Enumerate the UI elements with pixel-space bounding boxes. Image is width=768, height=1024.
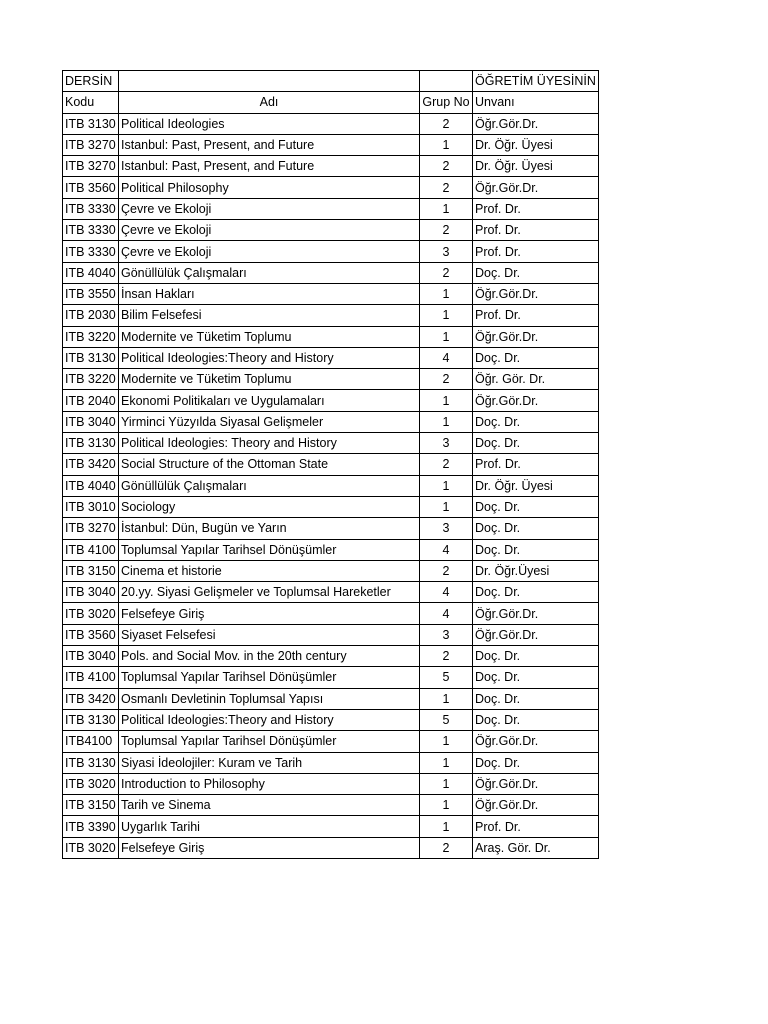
course-name-cell: İnsan Hakları bbox=[119, 283, 420, 304]
instructor-title-cell: Dr. Öğr. Üyesi bbox=[473, 475, 599, 496]
group-number-cell: 2 bbox=[420, 177, 473, 198]
course-code-cell: ITB 3220 bbox=[63, 369, 119, 390]
table-row bbox=[63, 220, 599, 241]
course-code-cell: ITB 3020 bbox=[63, 773, 119, 794]
header-row-2 bbox=[63, 92, 599, 113]
group-number-cell: 1 bbox=[420, 475, 473, 496]
header-row-1 bbox=[63, 71, 599, 92]
course-code-cell: ITB 3420 bbox=[63, 454, 119, 475]
course-code-cell: ITB 3010 bbox=[63, 496, 119, 517]
course-name-cell: İstanbul: Dün, Bugün ve Yarın bbox=[119, 518, 420, 539]
course-code-cell: ITB 3130 bbox=[63, 347, 119, 368]
group-number-cell: 5 bbox=[420, 667, 473, 688]
course-code-cell: ITB 3150 bbox=[63, 560, 119, 581]
instructor-title-cell: Prof. Dr. bbox=[473, 816, 599, 837]
course-name-cell: Siyaset Felsefesi bbox=[119, 624, 420, 645]
group-number-cell: 1 bbox=[420, 816, 473, 837]
table-row bbox=[63, 262, 599, 283]
instructor-title-cell: Öğr.Gör.Dr. bbox=[473, 390, 599, 411]
instructor-title-cell: Doç. Dr. bbox=[473, 709, 599, 730]
group-number-cell: 3 bbox=[420, 518, 473, 539]
group-number-cell: 1 bbox=[420, 411, 473, 432]
group-number-cell: 1 bbox=[420, 198, 473, 219]
course-name-cell: Political Ideologies: Theory and History bbox=[119, 433, 420, 454]
course-name-cell: Gönüllülük Çalışmaları bbox=[119, 262, 420, 283]
instructor-title-cell: Öğr. Gör. Dr. bbox=[473, 369, 599, 390]
course-name-cell: Toplumsal Yapılar Tarihsel Dönüşümler bbox=[119, 539, 420, 560]
instructor-title-cell: Doç. Dr. bbox=[473, 496, 599, 517]
table-row bbox=[63, 241, 599, 262]
table-row bbox=[63, 773, 599, 794]
table-row bbox=[63, 198, 599, 219]
table-row bbox=[63, 326, 599, 347]
course-code-cell: ITB 3330 bbox=[63, 220, 119, 241]
group-number-cell: 1 bbox=[420, 773, 473, 794]
course-name-cell: Çevre ve Ekoloji bbox=[119, 198, 420, 219]
group-number-cell: 1 bbox=[420, 688, 473, 709]
group-number-cell: 3 bbox=[420, 241, 473, 262]
table-row bbox=[63, 837, 599, 858]
table-row bbox=[63, 624, 599, 645]
course-name-cell: Bilim Felsefesi bbox=[119, 305, 420, 326]
table-row bbox=[63, 816, 599, 837]
instructor-title-cell: Öğr.Gör.Dr. bbox=[473, 603, 599, 624]
table-row bbox=[63, 667, 599, 688]
course-code-cell: ITB 3130 bbox=[63, 709, 119, 730]
table-row bbox=[63, 156, 599, 177]
course-name-cell: Cinema et historie bbox=[119, 560, 420, 581]
table-row bbox=[63, 305, 599, 326]
header-title: Unvanı bbox=[473, 92, 599, 113]
header-title-top: ÖĞRETİM ÜYESİNİN bbox=[473, 71, 599, 92]
group-number-cell: 2 bbox=[420, 262, 473, 283]
course-name-cell: Ekonomi Politikaları ve Uygulamaları bbox=[119, 390, 420, 411]
course-name-cell: Osmanlı Devletinin Toplumsal Yapısı bbox=[119, 688, 420, 709]
table-row bbox=[63, 454, 599, 475]
course-name-cell: Sociology bbox=[119, 496, 420, 517]
course-code-cell: ITB4100 bbox=[63, 731, 119, 752]
table-row bbox=[63, 688, 599, 709]
table-row bbox=[63, 731, 599, 752]
course-code-cell: ITB 3390 bbox=[63, 816, 119, 837]
course-table bbox=[62, 70, 599, 859]
group-number-cell: 2 bbox=[420, 646, 473, 667]
course-code-cell: ITB 4040 bbox=[63, 475, 119, 496]
table-row bbox=[63, 795, 599, 816]
course-name-cell: Istanbul: Past, Present, and Future bbox=[119, 134, 420, 155]
group-number-cell: 2 bbox=[420, 454, 473, 475]
course-name-cell: Siyasi İdeolojiler: Kuram ve Tarih bbox=[119, 752, 420, 773]
instructor-title-cell: Doç. Dr. bbox=[473, 411, 599, 432]
instructor-title-cell: Doç. Dr. bbox=[473, 433, 599, 454]
course-code-cell: ITB 3040 bbox=[63, 582, 119, 603]
instructor-title-cell: Prof. Dr. bbox=[473, 454, 599, 475]
header-code: Kodu bbox=[63, 92, 119, 113]
instructor-title-cell: Doç. Dr. bbox=[473, 688, 599, 709]
header-code-top: DERSİN bbox=[63, 71, 119, 92]
instructor-title-cell: Öğr.Gör.Dr. bbox=[473, 177, 599, 198]
course-name-cell: Political Ideologies:Theory and History bbox=[119, 347, 420, 368]
instructor-title-cell: Prof. Dr. bbox=[473, 305, 599, 326]
group-number-cell: 2 bbox=[420, 156, 473, 177]
course-code-cell: ITB 2030 bbox=[63, 305, 119, 326]
table-row bbox=[63, 369, 599, 390]
group-number-cell: 4 bbox=[420, 539, 473, 560]
course-name-cell: Pols. and Social Mov. in the 20th century bbox=[119, 646, 420, 667]
table-row bbox=[63, 411, 599, 432]
header-group-top bbox=[420, 71, 473, 92]
group-number-cell: 1 bbox=[420, 390, 473, 411]
course-name-cell: Gönüllülük Çalışmaları bbox=[119, 475, 420, 496]
instructor-title-cell: Öğr.Gör.Dr. bbox=[473, 283, 599, 304]
table-row bbox=[63, 603, 599, 624]
group-number-cell: 2 bbox=[420, 113, 473, 134]
table-row bbox=[63, 709, 599, 730]
group-number-cell: 4 bbox=[420, 347, 473, 368]
instructor-title-cell: Prof. Dr. bbox=[473, 198, 599, 219]
group-number-cell: 5 bbox=[420, 709, 473, 730]
group-number-cell: 2 bbox=[420, 560, 473, 581]
course-code-cell: ITB 3270 bbox=[63, 134, 119, 155]
course-name-cell: Political Ideologies:Theory and History bbox=[119, 709, 420, 730]
course-code-cell: ITB 3330 bbox=[63, 241, 119, 262]
course-name-cell: Social Structure of the Ottoman State bbox=[119, 454, 420, 475]
instructor-title-cell: Doç. Dr. bbox=[473, 582, 599, 603]
instructor-title-cell: Öğr.Gör.Dr. bbox=[473, 113, 599, 134]
table-row bbox=[63, 177, 599, 198]
table-row bbox=[63, 582, 599, 603]
table-row bbox=[63, 539, 599, 560]
group-number-cell: 2 bbox=[420, 369, 473, 390]
course-code-cell: ITB 3040 bbox=[63, 411, 119, 432]
instructor-title-cell: Doç. Dr. bbox=[473, 539, 599, 560]
course-name-cell: 20.yy. Siyasi Gelişmeler ve Toplumsal Hareketler bbox=[119, 582, 420, 603]
instructor-title-cell: Öğr.Gör.Dr. bbox=[473, 731, 599, 752]
table-row bbox=[63, 475, 599, 496]
instructor-title-cell: Prof. Dr. bbox=[473, 220, 599, 241]
course-name-cell: Tarih ve Sinema bbox=[119, 795, 420, 816]
course-code-cell: ITB 3020 bbox=[63, 837, 119, 858]
course-code-cell: ITB 3270 bbox=[63, 156, 119, 177]
course-code-cell: ITB 3040 bbox=[63, 646, 119, 667]
course-code-cell: ITB 3270 bbox=[63, 518, 119, 539]
course-code-cell: ITB 3560 bbox=[63, 624, 119, 645]
course-code-cell: ITB 4040 bbox=[63, 262, 119, 283]
group-number-cell: 2 bbox=[420, 837, 473, 858]
course-code-cell: ITB 3560 bbox=[63, 177, 119, 198]
course-name-cell: Modernite ve Tüketim Toplumu bbox=[119, 369, 420, 390]
course-name-cell: Political Philosophy bbox=[119, 177, 420, 198]
table-row bbox=[63, 752, 599, 773]
group-number-cell: 3 bbox=[420, 433, 473, 454]
course-code-cell: ITB 3130 bbox=[63, 433, 119, 454]
header-name: Adı bbox=[119, 92, 420, 113]
course-name-cell: Çevre ve Ekoloji bbox=[119, 220, 420, 241]
instructor-title-cell: Doç. Dr. bbox=[473, 752, 599, 773]
instructor-title-cell: Doç. Dr. bbox=[473, 646, 599, 667]
group-number-cell: 4 bbox=[420, 582, 473, 603]
table-row bbox=[63, 134, 599, 155]
instructor-title-cell: Öğr.Gör.Dr. bbox=[473, 773, 599, 794]
course-name-cell: Felsefeye Giriş bbox=[119, 603, 420, 624]
course-name-cell: Political Ideologies bbox=[119, 113, 420, 134]
instructor-title-cell: Doç. Dr. bbox=[473, 347, 599, 368]
table-body bbox=[63, 71, 599, 859]
course-name-cell: Uygarlık Tarihi bbox=[119, 816, 420, 837]
instructor-title-cell: Dr. Öğr. Üyesi bbox=[473, 134, 599, 155]
group-number-cell: 1 bbox=[420, 134, 473, 155]
instructor-title-cell: Öğr.Gör.Dr. bbox=[473, 795, 599, 816]
header-group: Grup No bbox=[420, 92, 473, 113]
course-code-cell: ITB 3220 bbox=[63, 326, 119, 347]
table-row bbox=[63, 433, 599, 454]
group-number-cell: 1 bbox=[420, 496, 473, 517]
instructor-title-cell: Araş. Gör. Dr. bbox=[473, 837, 599, 858]
course-name-cell: Toplumsal Yapılar Tarihsel Dönüşümler bbox=[119, 731, 420, 752]
group-number-cell: 2 bbox=[420, 220, 473, 241]
table-row bbox=[63, 646, 599, 667]
course-name-cell: Introduction to Philosophy bbox=[119, 773, 420, 794]
group-number-cell: 1 bbox=[420, 795, 473, 816]
course-name-cell: Yirminci Yüzyılda Siyasal Gelişmeler bbox=[119, 411, 420, 432]
instructor-title-cell: Doç. Dr. bbox=[473, 262, 599, 283]
instructor-title-cell: Doç. Dr. bbox=[473, 667, 599, 688]
course-code-cell: ITB 3550 bbox=[63, 283, 119, 304]
group-number-cell: 1 bbox=[420, 731, 473, 752]
course-name-cell: Istanbul: Past, Present, and Future bbox=[119, 156, 420, 177]
instructor-title-cell: Öğr.Gör.Dr. bbox=[473, 326, 599, 347]
course-code-cell: ITB 4100 bbox=[63, 667, 119, 688]
instructor-title-cell: Dr. Öğr. Üyesi bbox=[473, 156, 599, 177]
course-code-cell: ITB 2040 bbox=[63, 390, 119, 411]
course-name-cell: Toplumsal Yapılar Tarihsel Dönüşümler bbox=[119, 667, 420, 688]
group-number-cell: 1 bbox=[420, 326, 473, 347]
group-number-cell: 1 bbox=[420, 752, 473, 773]
course-code-cell: ITB 3330 bbox=[63, 198, 119, 219]
instructor-title-cell: Prof. Dr. bbox=[473, 241, 599, 262]
group-number-cell: 3 bbox=[420, 624, 473, 645]
course-code-cell: ITB 3420 bbox=[63, 688, 119, 709]
table-row bbox=[63, 283, 599, 304]
course-name-cell: Felsefeye Giriş bbox=[119, 837, 420, 858]
table-row bbox=[63, 518, 599, 539]
course-code-cell: ITB 3020 bbox=[63, 603, 119, 624]
course-code-cell: ITB 3150 bbox=[63, 795, 119, 816]
course-code-cell: ITB 3130 bbox=[63, 113, 119, 134]
course-code-cell: ITB 3130 bbox=[63, 752, 119, 773]
table-row bbox=[63, 560, 599, 581]
instructor-title-cell: Doç. Dr. bbox=[473, 518, 599, 539]
table-row bbox=[63, 347, 599, 368]
course-name-cell: Çevre ve Ekoloji bbox=[119, 241, 420, 262]
table-row bbox=[63, 390, 599, 411]
group-number-cell: 4 bbox=[420, 603, 473, 624]
group-number-cell: 1 bbox=[420, 283, 473, 304]
course-code-cell: ITB 4100 bbox=[63, 539, 119, 560]
table-row bbox=[63, 496, 599, 517]
group-number-cell: 1 bbox=[420, 305, 473, 326]
instructor-title-cell: Öğr.Gör.Dr. bbox=[473, 624, 599, 645]
instructor-title-cell: Dr. Öğr.Üyesi bbox=[473, 560, 599, 581]
course-name-cell: Modernite ve Tüketim Toplumu bbox=[119, 326, 420, 347]
table-row bbox=[63, 113, 599, 134]
header-name-top bbox=[119, 71, 420, 92]
